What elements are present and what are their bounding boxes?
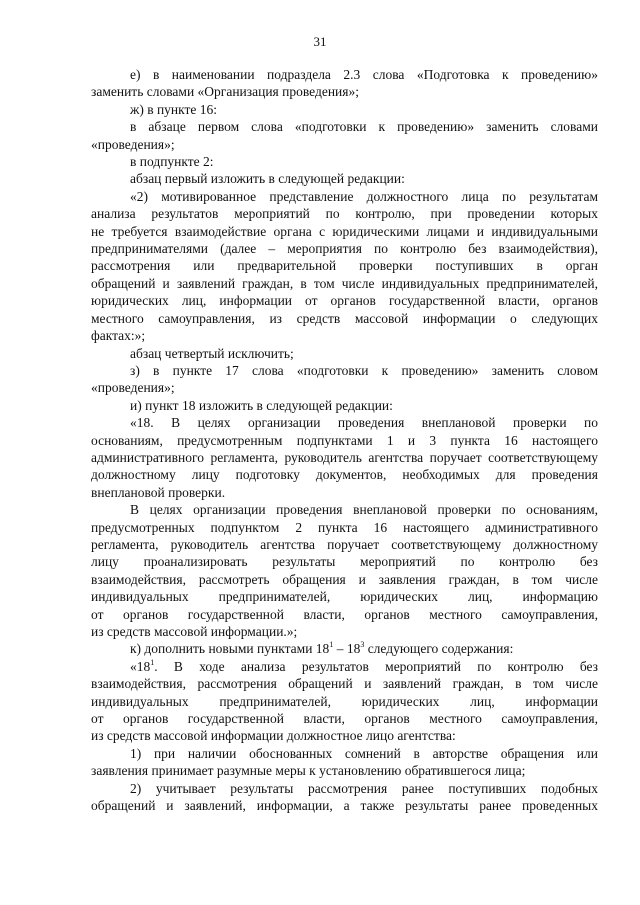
text-paragraph — [91, 188, 598, 345]
text-line: местного самоуправления, из средств массовой информации о следующих — [91, 310, 598, 326]
text-paragraph — [91, 397, 598, 414]
text-line: не требуется взаимодействие органа с юридическими лицами и индивидуальными — [91, 223, 598, 239]
item-line: 2) учитывает результаты рассмотрения ранее поступивших подобных — [130, 780, 598, 796]
text-line: должностному лицу подготовку документов, необходимых для проведения — [91, 467, 598, 483]
text-line: В целях организации проведения внеплановой проверки по основаниям, — [130, 502, 598, 518]
item-paragraph — [91, 745, 598, 780]
text-line: в абзаце первом слова «подготовки к проведению» заменить словами — [130, 119, 598, 135]
text-line: рассмотрения или предварительной проверки поступивших в орган — [91, 258, 598, 274]
text-paragraph — [91, 170, 598, 187]
text-line: е) в наименовании подраздела 2.3 слова «Подготовка к проведению» — [130, 67, 598, 82]
text-paragraph — [91, 345, 598, 362]
text-line: взаимодействия, рассмотреть обращения и заявления граждан, в том числе — [91, 571, 598, 587]
document-body — [91, 66, 598, 814]
text-line: предусмотренных подпунктом 2 пункта 16 настоящего административного — [91, 519, 598, 535]
text-line: абзац четвертый исключить; — [130, 345, 294, 361]
text-paragraph — [91, 153, 598, 170]
text-line: от органов государственной власти, органов местного самоуправления, — [91, 606, 598, 622]
text-line: фактах:»; — [91, 328, 146, 344]
text-paragraph — [91, 101, 598, 118]
text-line: з) в пункте 17 слова «подготовки к проведению» заменить словом — [130, 362, 598, 378]
text-line: абзац первый изложить в следующей редакции: — [130, 171, 405, 187]
text-line: административного регламента, руководитель агентства поручает соответствующему — [91, 449, 598, 465]
item-paragraph — [91, 780, 598, 815]
text-line: «проведения»; — [91, 380, 175, 396]
paragraph-amend-k: к) дополнить новыми пунктами $18^1 - 18^3$ следующего содержания: — [130, 640, 514, 657]
text-line: из средств массовой информации.»; — [91, 624, 298, 639]
text-line: в подпункте 2: — [130, 154, 214, 170]
text-line: предпринимателями (далее – мероприятия по контролю без взаимодействия), — [91, 241, 598, 257]
text-line: обращений и заявлений граждан, в том числе индивидуальных предпринимателей, — [91, 275, 598, 291]
text-line: «2) мотивированное представление должностного лица по результатам — [130, 188, 598, 204]
item-line: 1) при наличии обоснованных сомнений в авторстве обращения или — [130, 745, 598, 761]
text-paragraph — [91, 501, 598, 640]
page-number: 31 — [313, 34, 327, 49]
text-line: основаниям, предусмотренным подпунктами 1 и 3 пункта 16 настоящего — [91, 432, 598, 448]
text-line: и) пункт 18 изложить в следующей редакции: — [130, 397, 393, 413]
text-line: индивидуальных предпринимателей, юридических лиц, информацию — [91, 589, 598, 605]
paragraph-point-18-1: «$18^1$. В ходе анализа результатов мероприятий по контролю без взаимодействия, рассмотрения обращений и заявлений граждан, в том числе индивидуальных предпринимателей, юридических лиц, информации от органов государственной власти, органов местного самоуправления, из средств массовой информации должностное лицо агентства: — [91, 657, 598, 744]
text-line: регламента, руководитель агентства поручает соответствующему должностному — [91, 536, 598, 552]
item-line: обращений и заявлений, информации, а также результаты ранее проведенных — [91, 798, 598, 814]
text-paragraph — [91, 118, 598, 153]
text-paragraph — [91, 362, 598, 397]
text-line: заменить словами «Организация проведения»; — [91, 84, 359, 100]
text-line: лицу проанализировать результаты мероприятий по контролю без — [91, 554, 598, 570]
item-line: заявления принимает разумные меры к установлению обратившегося лица; — [91, 763, 526, 779]
text-line: анализа результатов мероприятий по контролю, при проведении которых — [91, 206, 598, 222]
text-line: «18. В целях организации проведения внеплановой проверки по — [130, 415, 598, 431]
text-line: «проведения»; — [91, 136, 175, 152]
text-paragraph — [91, 66, 598, 101]
text-line: юридических лиц, информации от органов государственной власти, органов — [91, 293, 598, 309]
text-paragraph — [91, 414, 598, 501]
text-line: внеплановой проверки. — [91, 484, 226, 500]
text-line: ж) в пункте 16: — [130, 101, 218, 117]
